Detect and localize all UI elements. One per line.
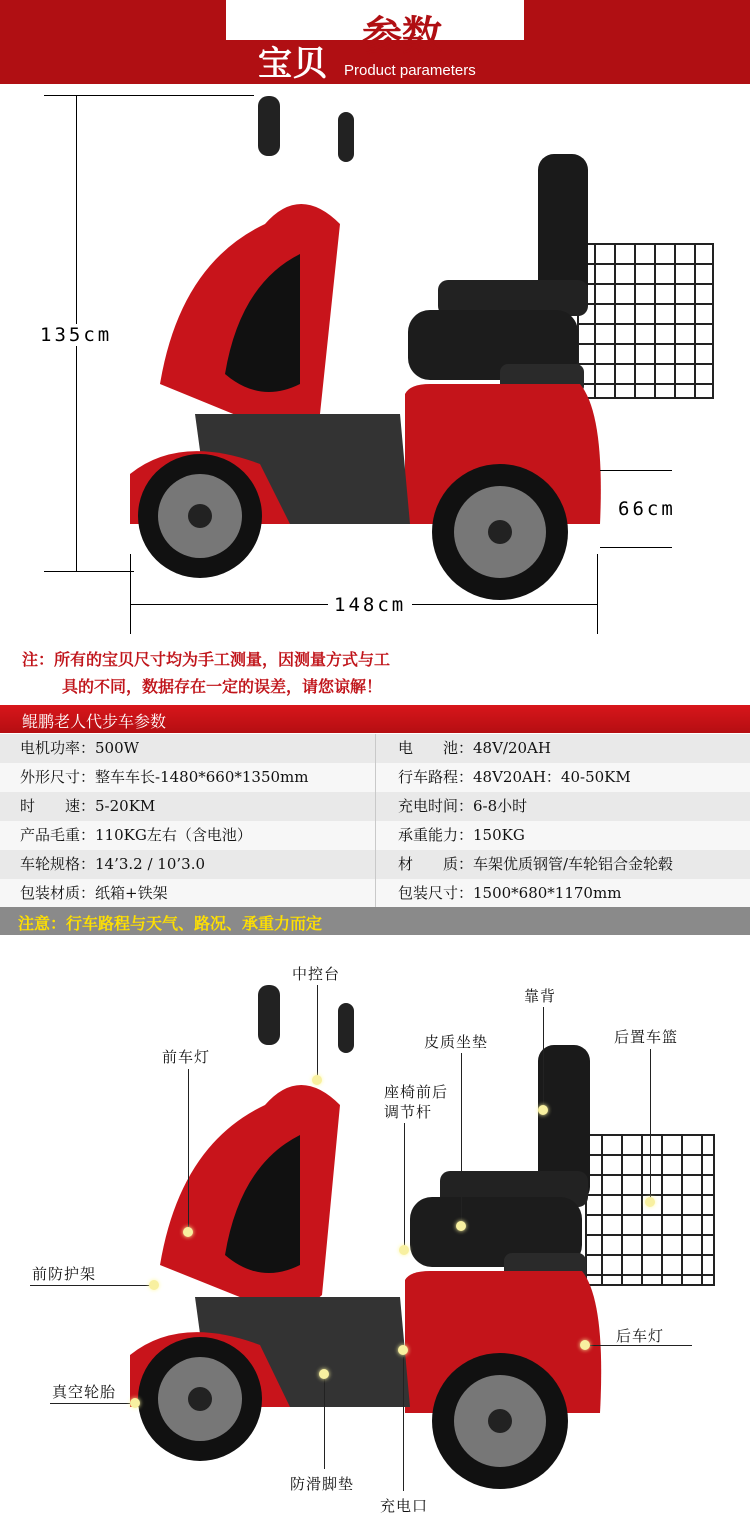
marker-backrest: [538, 1105, 548, 1115]
label-front-guard: 前防护架: [32, 1265, 97, 1283]
title-accent: 参数: [362, 13, 442, 59]
spec-table-title: [0, 705, 750, 733]
marker-rear-light: [580, 1340, 590, 1350]
leader-rear-basket: [650, 1049, 651, 1199]
marker-console: [312, 1075, 322, 1085]
note-line-1: 注：所有的宝贝尺寸均为手工测量，因测量方式与工: [22, 650, 391, 669]
rear-wheel: [432, 464, 568, 600]
leader-tire: [50, 1403, 134, 1404]
spec-cell-left: 车轮规格：14’3.2 / 10’3.0: [20, 855, 206, 873]
leader-charge-port: [403, 1357, 404, 1491]
leader-leather-seat: [461, 1053, 462, 1223]
marker-headlight: [183, 1227, 193, 1237]
scooter-parts-view: [0, 935, 750, 1523]
label-rear-basket: 后置车篮: [614, 1028, 679, 1046]
leader-backrest: [543, 1007, 544, 1107]
label-console: 中控台: [292, 965, 341, 983]
spec-cell-left: 时 速：5-20KM: [20, 797, 156, 815]
spec-footer-text: 注意：行车路程与天气、路况、承重力而定: [18, 914, 323, 933]
marker-footpad: [319, 1369, 329, 1379]
spec-column-divider: [375, 734, 376, 908]
leader-seat-lever: [404, 1123, 405, 1247]
leader-headlight: [188, 1069, 189, 1229]
spec-cell-left: 产品毛重：110KG左右（含电池）: [20, 826, 252, 844]
label-headlight: 前车灯: [162, 1048, 211, 1066]
leader-front-guard: [30, 1285, 152, 1286]
leader-rear-light: [586, 1345, 692, 1346]
spec-footer: [0, 907, 750, 935]
label-seat-lever-2: 调节杆: [384, 1103, 433, 1121]
marker-charge-port: [398, 1345, 408, 1355]
title-subtitle: Product parameters: [344, 62, 476, 79]
basket-illustration: [578, 244, 713, 398]
height-top-tick: [44, 95, 254, 96]
spec-cell-right: 包装尺寸：1500*680*1170mm: [398, 884, 622, 902]
spec-cell-right: 行车路程：48V20AH：40-50KM: [398, 768, 631, 786]
marker-leather-seat: [456, 1221, 466, 1231]
spec-title-text: 鲲鹏老人代步车参数: [22, 712, 167, 731]
rear-wheel: [432, 1353, 568, 1489]
spec-cell-right: 材 质：车架优质钢管/车轮铝合金轮毂: [398, 855, 674, 873]
spec-cell-left: 电机功率：500W: [20, 739, 140, 757]
length-right-tick: [597, 554, 598, 634]
marker-rear-basket: [645, 1197, 655, 1207]
marker-seat-lever: [399, 1245, 409, 1255]
width-bottom-tick: [600, 547, 672, 548]
front-wheel: [138, 1337, 262, 1461]
spec-cell-left: 外形尺寸：整车车长-1480*660*1350mm: [20, 768, 309, 786]
label-tire: 真空轮胎: [52, 1383, 117, 1401]
length-label: 148cm: [328, 594, 412, 616]
leader-console: [317, 985, 318, 1077]
height-label: 135cm: [40, 324, 113, 346]
marker-tire: [130, 1398, 140, 1408]
label-rear-light: 后车灯: [616, 1327, 665, 1345]
label-charge-port: 充电口: [380, 1497, 429, 1515]
label-seat-lever-1: 座椅前后: [384, 1083, 449, 1101]
label-footpad: 防滑脚垫: [290, 1475, 355, 1493]
parts-diagram: [0, 935, 750, 1523]
leader-footpad: [324, 1375, 325, 1469]
length-left-tick: [130, 554, 131, 634]
width-label: 66cm: [618, 498, 676, 520]
label-backrest: 靠背: [524, 987, 557, 1005]
width-top-tick: [600, 470, 672, 471]
front-wheel: [138, 454, 262, 578]
spec-cell-right: 电 池：48V/20AH: [398, 739, 551, 757]
note-line-2: 具的不同，数据存在一定的误差，请您谅解！: [62, 677, 383, 696]
spec-cell-left: 包装材质：纸箱+铁架: [20, 884, 168, 902]
height-bottom-tick: [44, 571, 134, 572]
marker-front-guard: [149, 1280, 159, 1290]
dimension-diagram: [0, 84, 750, 644]
scooter-side-view: [0, 84, 750, 644]
header-banner: [0, 0, 750, 84]
measurement-note: [22, 646, 737, 700]
spec-cell-right: 承重能力：150KG: [398, 826, 525, 844]
title-main: 宝贝: [258, 44, 328, 84]
spec-cell-right: 充电时间：6-8小时: [398, 797, 528, 815]
label-leather-seat: 皮质坐垫: [424, 1033, 489, 1051]
